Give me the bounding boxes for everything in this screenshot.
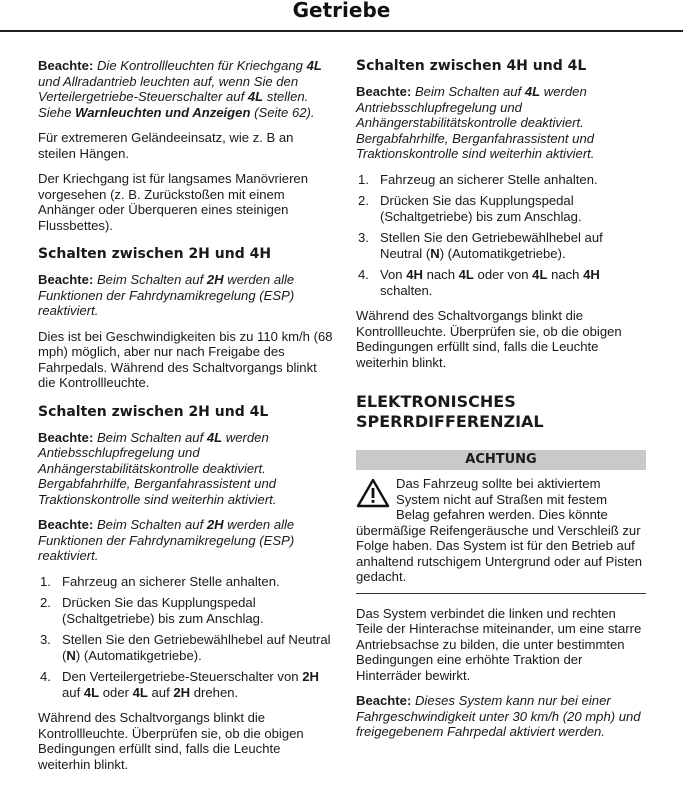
header-divider [0, 30, 683, 32]
list-item: 3. Stellen Sie den Getriebewählhebel auf Neutral (N) (Automatikgetriebe). [358, 230, 603, 261]
page-header [0, 0, 683, 38]
note-activation-speed: Beachte: Dieses System kann nur bei einer Fahrgeschwindigkeit unter 30 km/h (20 mph) und freigegebenem Fahrpedal aktiviert werden. [356, 693, 641, 739]
paragraph-low-range: Der Kriechgang ist für langsames Manövrieren vorgesehen (z. B. Zurückstoßen mit einem Anhänger oder Überqueren eines steinigen Flussbettes). [38, 171, 309, 233]
paragraph-extreme-use: Für extremeren Geländeeinsatz, wie z. B an steilen Hängen. [38, 130, 294, 161]
warning-text: Das Fahrzeug sollte bei aktiviertem System nicht auf Straßen mit festem Belag gefahren werden. Dies könnte übermäßige Reifengeräusche und Verschleiß zur Folge haben. Das System ist für den Betrieb auf anhaltend rutschigem Untergrund oder auf Pisten gedacht. [356, 476, 643, 584]
warning-box [356, 450, 646, 594]
crossref-warnleuchten: Warnleuchten und Anzeigen [75, 104, 251, 120]
list-item: 2. Drücken Sie das Kupplungspedal (Schaltgetriebe) bis zum Anschlag. [358, 193, 582, 224]
steps-list-2h-4l [38, 574, 334, 701]
warning-body [356, 476, 646, 594]
left-column [38, 58, 334, 782]
heading-2h-4h: Schalten zwischen 2H und 4H [38, 246, 272, 262]
paragraph-system-description: Das System verbindet die linken und rechten Teile der Hinterachse miteinander, um eine starre Antriebsachse zu bilden, die unter bestimmten Bedingungen eine erhöhte Traktion der Hinterräder bewirkt. [356, 605, 642, 683]
note-4l-deactivation: Beachte: Beim Schalten auf 4L werden Antiebsschlupfregelung und Anhängerstabilitätskontrolle deaktiviert. Bergabfahrhilfe, Berganfahrassistent und Traktionskontrolle sind weiterhin aktiviert. [38, 429, 277, 507]
right-column [356, 58, 646, 750]
list-item: 1. Fahrzeug an sicherer Stelle anhalten. [40, 573, 280, 589]
list-item: 2. Drücken Sie das Kupplungspedal (Schaltgetriebe) bis zum Anschlag. [40, 595, 264, 626]
note-2h-reactivation: Beachte: Beim Schalten auf 2H werden alle Funktionen der Fahrdynamikregelung (ESP) reaktiviert. [38, 517, 295, 563]
note-2h-esp: Beachte: Beim Schalten auf 2H werden alle Funktionen der Fahrdynamikregelung (ESP) reaktiviert. [38, 272, 295, 318]
heading-2h-4l: Schalten zwischen 2H und 4L [38, 403, 269, 420]
paragraph-blink-check: Während des Schaltvorgangs blinkt die Kontrollleuchte. Überprüfen sie, ob die obigen Bedingungen erfüllt sind, falls die Leuchte weiterhin blinkt. [38, 710, 304, 772]
note-warning-lights: Beachte: Die Kontrollleuchten für Kriechgang 4L und Allradantrieb leuchten auf, wenn Sie den Verteilergetriebe-Steuerschalter auf 4L stellen. Siehe Warnleuchten und Anzeigen (Seite 62). [38, 58, 322, 120]
paragraph-speed-limit: Dies ist bei Geschwindigkeiten bis zu 110 km/h (68 mph) möglich, aber nur nach Freigabe des Fahrpedals. Während des Schaltvorgangs blinkt die Kontrollleuchte. [38, 328, 333, 390]
list-item: 1. Fahrzeug an sicherer Stelle anhalten. [358, 171, 598, 187]
page-title: Getriebe [292, 0, 391, 22]
list-item: 4. Von 4H nach 4L oder von 4L nach 4H schalten. [358, 267, 600, 298]
note-4l-deactivation-right: Beachte: Beim Schalten auf 4L werden Antriebsschlupfregelung und Anhängerstabilitätskontrolle deaktiviert. Bergabfahrhilfe, Berganfahrassistent und Traktionskontrolle sind weiterhin aktiviert. [356, 84, 595, 161]
warning-triangle-icon [356, 478, 390, 508]
paragraph-blink-check-right: Während des Schaltvorgangs blinkt die Kontrollleuchte. Überprüfen sie, ob die obigen Bedingungen erfüllt sind, falls die Leuchte weiterhin blinkt. [356, 308, 622, 370]
heading-electronic-diff: ELEKTRONISCHES SPERRDIFFERENZIAL [356, 392, 544, 431]
heading-4h-4l: Schalten zwischen 4H und 4L [356, 58, 587, 74]
list-item: 4. Den Verteilergetriebe-Steuerschalter von 2H auf 4L oder 4L auf 2H drehen. [40, 669, 319, 700]
steps-list-4h-4l [356, 172, 646, 299]
list-item: 3. Stellen Sie den Getriebewählhebel auf Neutral (N) (Automatikgetriebe). [40, 632, 331, 663]
warning-title: ACHTUNG [356, 450, 646, 470]
